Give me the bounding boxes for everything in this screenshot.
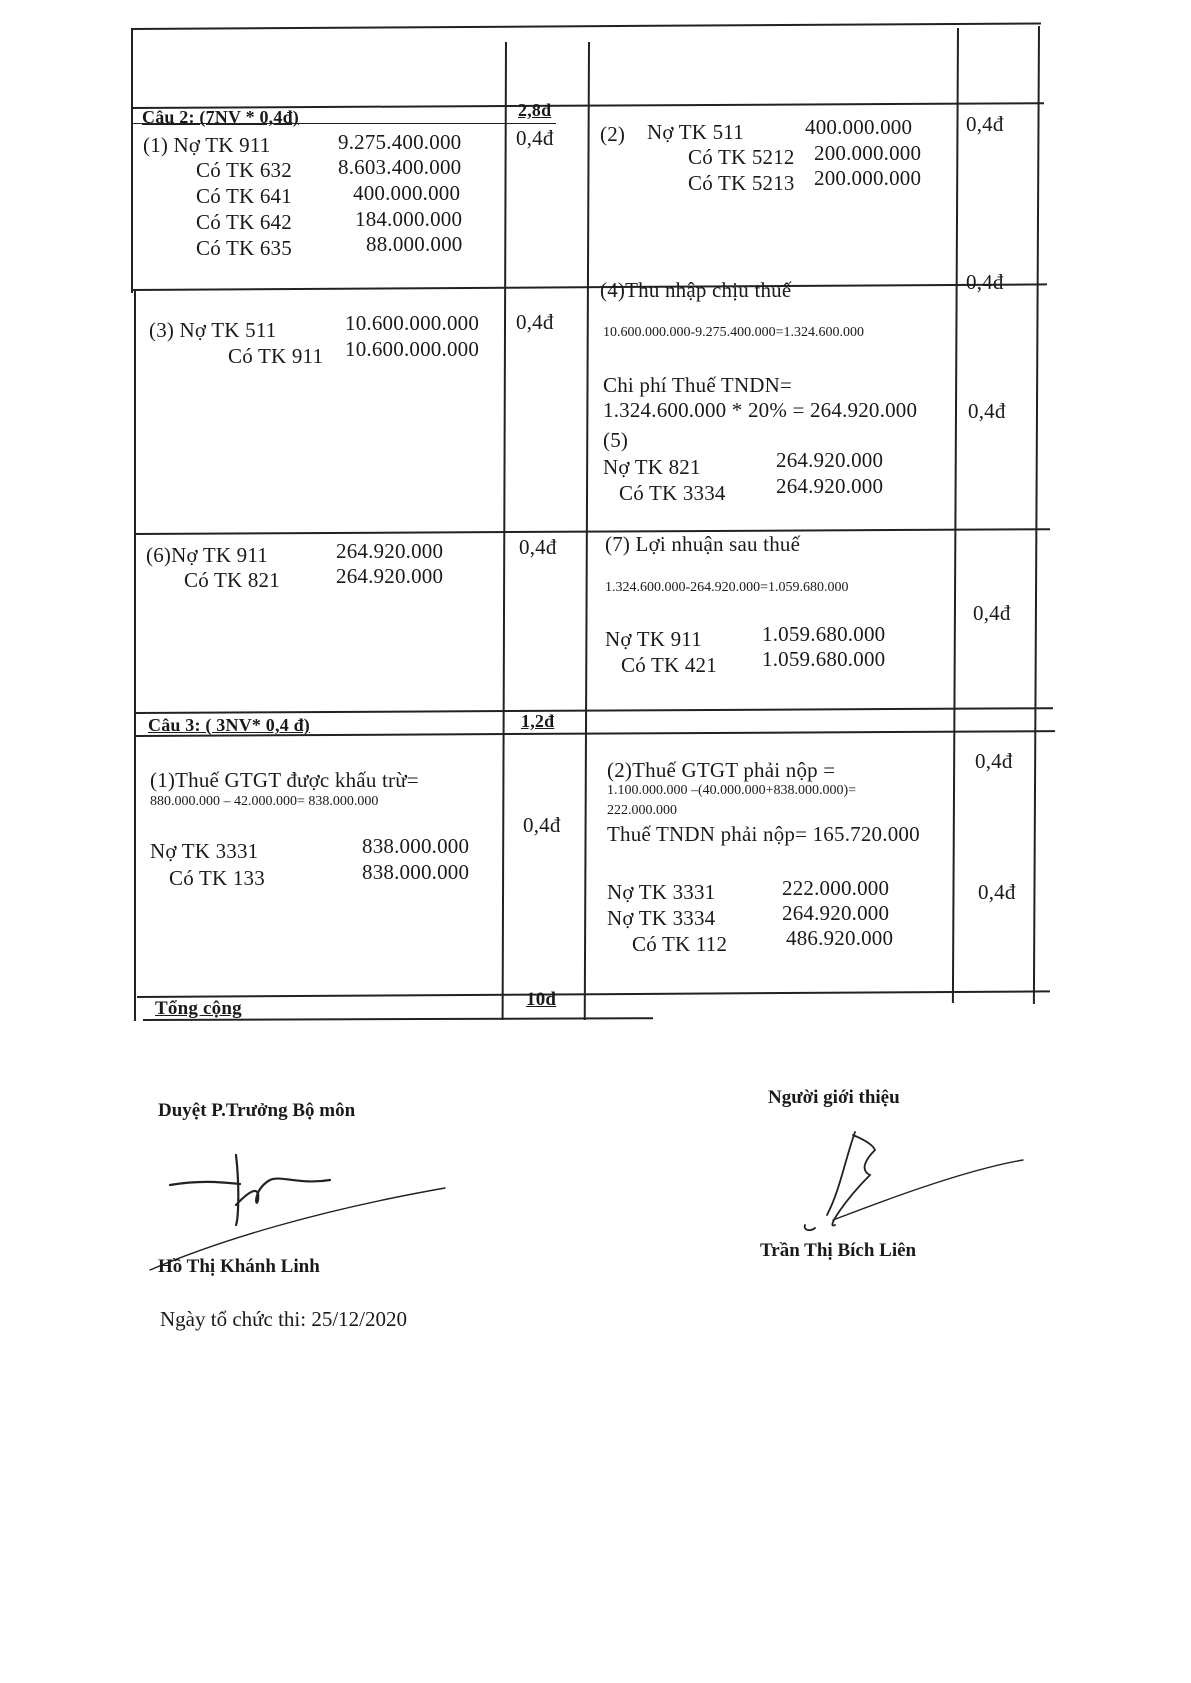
approver-title: Duyệt P.Trưởng Bộ môn [158, 1100, 356, 1121]
total-label: Tổng cộng [155, 998, 242, 1019]
debit-amount: 9.275.400.000 [338, 130, 462, 154]
approver-name: Hồ Thị Khánh Linh [158, 1256, 320, 1277]
q2-points: 2,8đ [518, 100, 552, 120]
score: 0,4đ [966, 112, 1004, 136]
score: 0,4đ [516, 126, 554, 150]
col-line [952, 28, 959, 1003]
credit-amount: 838.000.000 [362, 860, 470, 884]
credit-account: Có TK 133 [169, 866, 265, 890]
debit-account: Nợ TK 3331 [607, 880, 716, 904]
row-line [134, 528, 1050, 535]
introducer-signature [785, 1120, 1045, 1240]
credit-amount: 264.920.000 [336, 564, 444, 588]
score: 0,4đ [516, 310, 554, 334]
credit-amount: 400.000.000 [353, 181, 461, 205]
entry-title: (2)Thuế GTGT phải nộp = [607, 758, 836, 782]
debit-account: (3) Nợ TK 511 [149, 318, 277, 342]
credit-account: Có TK 5213 [688, 171, 795, 195]
entry-title: (4)Thu nhập chịu thuế [600, 278, 792, 302]
debit-amount: 838.000.000 [362, 834, 470, 858]
score: 0,4đ [523, 813, 561, 837]
debit-account: (1) Nợ TK 911 [143, 133, 271, 157]
credit-account: Có TK 421 [621, 653, 717, 677]
credit-amount: 1.059.680.000 [762, 647, 886, 671]
debit-amount: 264.920.000 [782, 901, 890, 925]
score: 0,4đ [975, 749, 1013, 773]
debit-account: Nợ TK 511 [647, 120, 744, 144]
introducer-name: Trần Thị Bích Liên [760, 1240, 917, 1261]
debit-amount: 400.000.000 [805, 115, 913, 139]
row-line [132, 283, 1047, 291]
debit-account: Nợ TK 911 [605, 627, 702, 651]
col-line [1033, 26, 1040, 1004]
introducer-title: Người giới thiệu [768, 1087, 900, 1108]
row-line [137, 990, 1050, 998]
debit-amount: 1.059.680.000 [762, 622, 886, 646]
credit-account: Có TK 635 [196, 236, 292, 260]
credit-account: Có TK 112 [632, 932, 728, 956]
credit-amount: 88.000.000 [366, 232, 463, 256]
exam-date: Ngày tổ chức thi: 25/12/2020 [160, 1307, 408, 1331]
entry-title: (1)Thuế GTGT được khấu trừ= [150, 768, 419, 792]
score: 0,4đ [978, 880, 1016, 904]
credit-account: Có TK 911 [228, 344, 324, 368]
entry-formula: 10.600.000.000-9.275.400.000=1.324.600.000 [603, 325, 865, 340]
credit-amount: 200.000.000 [814, 141, 922, 165]
debit-account: (6)Nợ TK 911 [146, 543, 268, 567]
row-line [135, 707, 1053, 714]
table-border-top [131, 22, 1041, 30]
score: 0,4đ [519, 535, 557, 559]
entry-number: (2) [600, 122, 626, 146]
debit-account: Nợ TK 3331 [150, 839, 259, 863]
score: 0,4đ [966, 270, 1004, 294]
credit-account: Có TK 821 [184, 568, 280, 592]
credit-amount: 8.603.400.000 [338, 155, 462, 179]
credit-account: Có TK 642 [196, 210, 292, 234]
debit-amount: 264.920.000 [336, 539, 444, 563]
entry-formula: 1.324.600.000 * 20% = 264.920.000 [603, 398, 918, 422]
entry-title: Chi phí Thuế TNDN= [603, 373, 793, 397]
debit-amount: 264.920.000 [776, 448, 884, 472]
col-line [131, 28, 133, 293]
entry-number: (5) [603, 428, 629, 452]
entry-formula: 1.100.000.000 –(40.000.000+838.000.000)= [607, 783, 857, 798]
total-points: 10đ [526, 989, 557, 1010]
credit-amount: 486.920.000 [786, 926, 894, 950]
credit-account: Có TK 3334 [619, 481, 726, 505]
credit-account: Có TK 632 [196, 158, 292, 182]
entry-formula-result: 222.000.000 [607, 803, 677, 818]
entry-formula: 1.324.600.000-264.920.000=1.059.680.000 [605, 580, 849, 595]
q3-points: 1,2đ [521, 711, 555, 731]
score: 0,4đ [973, 601, 1011, 625]
credit-account: Có TK 641 [196, 184, 292, 208]
q3-header: Câu 3: ( 3NV* 0,4 đ) [148, 715, 311, 735]
credit-amount: 200.000.000 [814, 166, 922, 190]
debit-account: Nợ TK 821 [603, 455, 701, 479]
score: 0,4đ [968, 399, 1006, 423]
credit-amount: 264.920.000 [776, 474, 884, 498]
credit-amount: 10.600.000.000 [345, 337, 480, 361]
q2-header: Câu 2: (7NV * 0,4đ) [142, 107, 299, 127]
entry-title: (7) Lợi nhuận sau thuế [605, 532, 801, 556]
entry-formula: 880.000.000 – 42.000.000= 838.000.000 [150, 794, 379, 809]
debit-amount: 222.000.000 [782, 876, 890, 900]
credit-account: Có TK 5212 [688, 145, 795, 169]
credit-amount: 184.000.000 [355, 207, 463, 231]
debit-amount: 10.600.000.000 [345, 311, 480, 335]
tndn-payable: Thuế TNDN phải nộp= 165.720.000 [607, 822, 920, 846]
debit-account: Nợ TK 3334 [607, 906, 716, 930]
col-line [134, 291, 136, 1021]
